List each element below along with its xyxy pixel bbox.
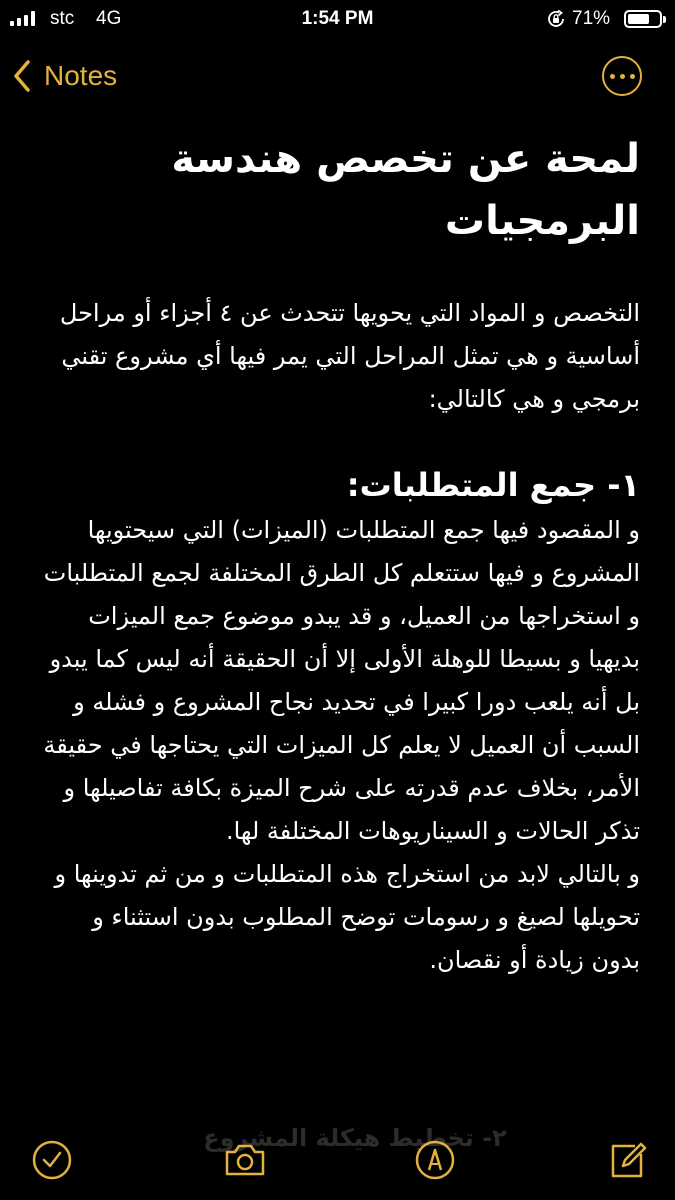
markup-button[interactable] bbox=[413, 1138, 457, 1182]
status-time: 1:54 PM bbox=[301, 8, 374, 29]
bottom-toolbar bbox=[0, 1116, 675, 1200]
battery-level bbox=[628, 14, 649, 24]
section-paragraph-continued: و بالتالي لابد من استخراج هذه المتطلبات و من ثم تدوينها و تحويلها لصيغ و رسومات توضح المطلوب بدون استثناء و بدون زيادة أو نقصان. bbox=[54, 860, 640, 974]
markup-pen-icon bbox=[413, 1138, 457, 1182]
camera-button[interactable] bbox=[221, 1138, 269, 1182]
battery-icon bbox=[624, 10, 662, 28]
note-intro-paragraph: التخصص و المواد التي يحويها تتحدث عن ٤ أجزاء أو مراحل أساسية و هي تمثل المراحل التي يمر فيها أي مشروع تقني برمجي و هي كالتالي: bbox=[59, 299, 640, 413]
note-body[interactable] bbox=[40, 128, 640, 982]
more-options-button[interactable] bbox=[602, 56, 642, 96]
network-type: 4G bbox=[96, 8, 122, 29]
checklist-icon bbox=[30, 1138, 74, 1182]
note-title: لمحة عن تخصص هندسة البرمجيات bbox=[171, 136, 640, 244]
chevron-left-icon bbox=[12, 59, 32, 93]
section-paragraph: و المقصود فيها جمع المتطلبات (الميزات) التي سيحتويها المشروع و فيها ستتعلم كل الطرق المختلفة لجمع المتطلبات و استخراجها من العميل، و قد يبدو موضوع جمع الميزات بديهيا و بسيطا للوهلة الأولى إلا أن الحقيقة أنه ليس كما يبدو بل أنه يلعب دورا كبيرا في تحديد نجاح المشروع و فشله و السبب أن العميل لا يعلم كل الميزات التي يحتاجها في حقيقة الأمر، بخلاف عدم قدرته على شرح الميزة بكافة تفاصيلها و تذكر الحالات و السيناريوهات المختلفة لها. bbox=[43, 516, 640, 845]
back-button[interactable] bbox=[12, 56, 117, 96]
carrier-name: stc bbox=[50, 8, 75, 29]
battery-percentage: 71% bbox=[572, 8, 611, 29]
ellipsis-icon bbox=[610, 74, 615, 79]
checklist-button[interactable] bbox=[30, 1138, 74, 1182]
scrolled-content-preview: ٢- تخطيط هيكلة المشروع bbox=[203, 1124, 507, 1152]
camera-icon bbox=[221, 1138, 269, 1182]
back-label: Notes bbox=[44, 60, 118, 91]
rotation-lock-icon bbox=[546, 9, 566, 29]
status-bar bbox=[0, 0, 675, 40]
section-heading: ١- جمع المتطلبات: bbox=[346, 466, 640, 504]
compose-button[interactable] bbox=[605, 1138, 649, 1182]
compose-icon bbox=[605, 1138, 649, 1182]
